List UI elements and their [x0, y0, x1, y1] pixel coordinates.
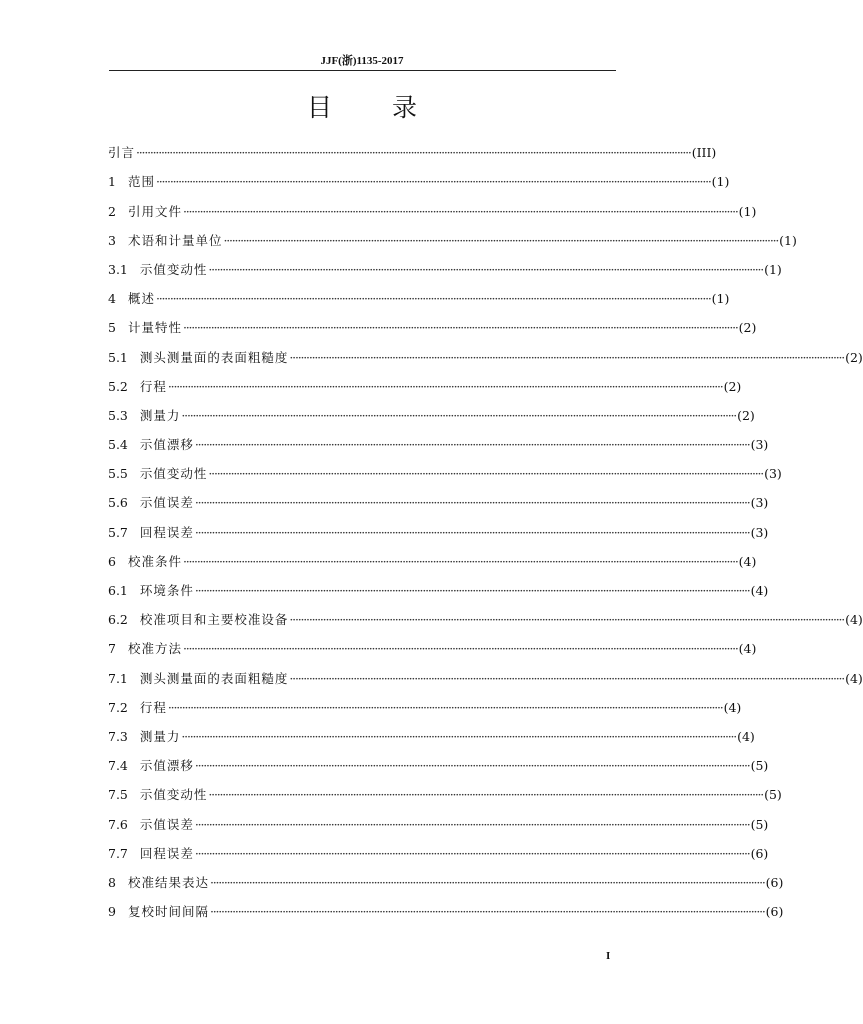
toc-entry-number: 5.3 [108, 407, 128, 423]
toc-entry-number: 7.7 [108, 845, 128, 861]
toc-leader-dots: ········································································································································································································ [167, 699, 723, 715]
toc-leader-dots: ········································································································································································································ [194, 437, 750, 453]
toc-entry-page: (2) [738, 320, 757, 336]
toc-entry[interactable] [108, 249, 782, 278]
toc-leader-dots: ········································································································································································································ [194, 816, 750, 832]
toc-entry-number: 7.3 [108, 728, 128, 744]
toc-leader-dots: ········································································································································································································ [289, 612, 845, 628]
page-title: 目录 [306, 93, 477, 122]
toc-entry-title: 测量力 [139, 407, 181, 423]
toc-leader-dots: ········································································································································································································ [194, 583, 750, 598]
toc-entry[interactable] [108, 336, 863, 365]
toc-entry-page: (3) [750, 437, 769, 453]
toc-leader-dots: ········································································································································································································ [289, 670, 845, 686]
toc-entry-number: 6.2 [108, 612, 128, 628]
toc-entry-number: 8 [108, 874, 116, 890]
toc-entry-title: 示值变动性 [139, 466, 208, 482]
toc-entry-page: (4) [723, 699, 742, 715]
toc-entry[interactable] [108, 716, 755, 745]
toc-leader-dots: ········································································································································································································ [208, 787, 764, 803]
toc-entry-number: 5.6 [108, 495, 128, 511]
toc-entry-number: 5.2 [108, 378, 128, 394]
table-of-contents [108, 132, 863, 920]
toc-entry-page: (1) [779, 232, 797, 248]
toc-entry-number: 7.5 [108, 787, 128, 803]
toc-entry-title: 引言 [108, 145, 136, 161]
toc-entry-page: (1) [711, 174, 730, 190]
toc-leader-dots: ········································································································································································································ [208, 261, 764, 277]
toc-entry-number: 6.1 [108, 583, 128, 598]
toc-entry[interactable] [108, 453, 782, 482]
toc-entry[interactable] [108, 482, 769, 511]
toc-entry-number: 3 [108, 232, 116, 248]
toc-entry[interactable] [108, 541, 757, 570]
toc-entry-page: (4) [738, 553, 757, 569]
toc-entry-page: (3) [764, 466, 782, 482]
toc-entry-number: 5.5 [108, 466, 128, 482]
toc-entry-number: 1 [108, 174, 116, 190]
toc-entry-page: (3) [750, 495, 769, 511]
toc-entry-title: 测量力 [139, 728, 181, 744]
toc-entry-page: (1) [764, 261, 782, 277]
toc-entry-title: 行程 [139, 699, 167, 715]
toc-leader-dots: ········································································································································································································ [136, 145, 691, 161]
toc-leader-dots: ········································································································································································································ [182, 553, 738, 569]
toc-entry-title: 校准方法 [127, 641, 182, 657]
toc-entry-page: (1) [711, 291, 730, 307]
toc-leader-dots: ········································································································································································································ [208, 466, 764, 482]
toc-entry-page: (2) [723, 378, 742, 394]
toc-entry-number: 7.2 [108, 699, 128, 715]
toc-entry-title: 范围 [127, 174, 155, 190]
toc-entry[interactable] [108, 862, 784, 891]
toc-entry-title: 示值误差 [139, 495, 194, 511]
toc-entry[interactable] [108, 307, 757, 336]
toc-leader-dots: ········································································································································································································ [194, 758, 750, 774]
toc-leader-dots: ········································································································································································································ [209, 874, 765, 890]
toc-entry-page: (3) [750, 524, 769, 540]
toc-entry-number: 7.4 [108, 758, 128, 774]
toc-entry-page: (2) [845, 349, 863, 365]
toc-leader-dots: ········································································································································································································ [194, 495, 750, 511]
toc-leader-dots: ········································································································································································································ [194, 524, 750, 540]
toc-entry[interactable] [108, 278, 730, 307]
toc-entry[interactable] [108, 891, 784, 920]
toc-entry-title: 测头测量面的表面粗糙度 [139, 670, 289, 686]
toc-entry-title: 校准项目和主要校准设备 [139, 612, 289, 628]
toc-entry[interactable] [108, 599, 863, 628]
toc-entry-number: 4 [108, 291, 116, 307]
toc-entry-title: 校准条件 [127, 553, 182, 569]
toc-entry-title: 回程误差 [139, 845, 194, 861]
toc-entry-title: 示值变动性 [139, 787, 208, 803]
toc-entry[interactable] [108, 366, 742, 395]
toc-entry-page: (4) [750, 583, 769, 598]
toc-leader-dots: ········································································································································································································ [182, 320, 738, 336]
toc-entry-number: 7.6 [108, 816, 128, 832]
toc-entry-page: (4) [845, 612, 863, 628]
toc-entry[interactable] [108, 628, 757, 657]
toc-entry-title: 示值误差 [139, 816, 194, 832]
header-rule [109, 70, 616, 71]
toc-entry-number: 5 [108, 320, 116, 336]
toc-leader-dots: ········································································································································································································ [223, 232, 779, 248]
toc-entry-page: (6) [765, 874, 784, 890]
toc-leader-dots: ········································································································································································································ [289, 349, 845, 365]
toc-entry-page: (6) [750, 845, 769, 861]
toc-entry-number: 5.7 [108, 524, 128, 540]
page-number: I [606, 950, 611, 962]
toc-leader-dots: ········································································································································································································ [182, 641, 738, 657]
toc-entry[interactable] [108, 745, 769, 774]
toc-entry-page: (5) [750, 816, 769, 832]
toc-entry[interactable] [108, 774, 782, 803]
toc-entry-title: 测头测量面的表面粗糙度 [139, 349, 289, 365]
toc-entry-number: 5.4 [108, 437, 128, 453]
toc-leader-dots: ········································································································································································································ [167, 378, 723, 394]
toc-entry-title: 环境条件 [139, 583, 194, 598]
toc-leader-dots: ········································································································································································································ [182, 203, 738, 219]
toc-entry[interactable] [108, 190, 757, 219]
toc-entry-title: 计量特性 [127, 320, 182, 336]
toc-entry-number: 9 [108, 904, 116, 920]
toc-entry[interactable] [108, 132, 717, 161]
toc-entry-title: 行程 [139, 378, 167, 394]
toc-entry-page: (4) [738, 641, 757, 657]
toc-entry-number: 2 [108, 203, 116, 219]
toc-entry-title: 回程误差 [139, 524, 194, 540]
toc-entry-title: 示值漂移 [139, 437, 194, 453]
toc-entry[interactable] [108, 511, 769, 540]
toc-entry[interactable] [108, 803, 769, 832]
toc-entry-title: 复校时间间隔 [127, 904, 209, 920]
toc-entry-number: 3.1 [108, 261, 128, 277]
toc-leader-dots: ········································································································································································································ [209, 904, 765, 920]
toc-entry[interactable] [108, 687, 742, 716]
toc-leader-dots: ········································································································································································································ [155, 291, 711, 307]
toc-entry-page: (III) [691, 145, 717, 161]
toc-entry-number: 5.1 [108, 349, 128, 365]
toc-entry-page: (5) [750, 758, 769, 774]
toc-entry-page: (5) [764, 787, 782, 803]
toc-entry-page: (6) [765, 904, 784, 920]
toc-entry[interactable] [108, 161, 730, 190]
toc-entry-page: (4) [845, 670, 863, 686]
toc-entry-title: 引用文件 [127, 203, 182, 219]
toc-entry-page: (4) [737, 728, 755, 744]
toc-entry[interactable] [108, 424, 769, 453]
toc-leader-dots: ········································································································································································································ [181, 728, 737, 744]
toc-entry-page: (2) [737, 407, 755, 423]
toc-entry-title: 示值变动性 [139, 261, 208, 277]
toc-entry[interactable] [108, 833, 769, 862]
toc-entry-page: (1) [738, 203, 757, 219]
toc-entry[interactable] [108, 570, 769, 599]
toc-entry-number: 6 [108, 553, 116, 569]
toc-entry-number: 7.1 [108, 670, 128, 686]
toc-entry-number: 7 [108, 641, 116, 657]
toc-leader-dots: ········································································································································································································ [181, 407, 737, 423]
toc-entry-title: 校准结果表达 [127, 874, 209, 890]
toc-entry[interactable] [108, 395, 755, 424]
toc-entry-title: 术语和计量单位 [127, 232, 223, 248]
toc-leader-dots: ········································································································································································································ [194, 845, 750, 861]
toc-entry[interactable] [108, 220, 797, 249]
document-code: JJF(浙)1135-2017 [320, 55, 404, 67]
toc-leader-dots: ········································································································································································································ [155, 174, 711, 190]
toc-entry[interactable] [108, 657, 863, 686]
toc-entry-title: 示值漂移 [139, 758, 194, 774]
toc-entry-title: 概述 [127, 291, 155, 307]
